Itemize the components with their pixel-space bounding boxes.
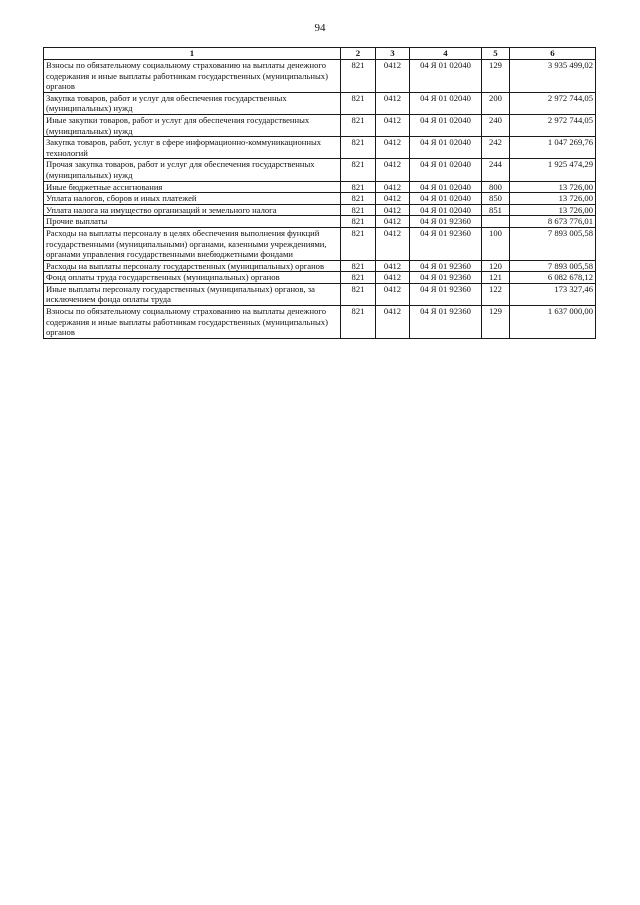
expense-name-cell: Фонд оплаты труда государственных (муниципальных) органов — [44, 272, 341, 284]
expense-type-cell: 850 — [482, 193, 510, 205]
column-header: 5 — [482, 48, 510, 60]
column-header: 2 — [341, 48, 376, 60]
target-article-cell: 04 Я 01 02040 — [410, 137, 482, 159]
target-article-cell: 04 Я 01 02040 — [410, 114, 482, 136]
budget-table — [43, 47, 596, 339]
amount-cell: 2 972 744,05 — [510, 114, 596, 136]
section-code-cell: 0412 — [376, 193, 410, 205]
column-header: 3 — [376, 48, 410, 60]
table-row — [44, 260, 596, 272]
table-row — [44, 283, 596, 305]
section-code-cell: 0412 — [376, 283, 410, 305]
column-header: 1 — [44, 48, 341, 60]
target-article-cell: 04 Я 01 92360 — [410, 260, 482, 272]
ministry-code-cell: 821 — [341, 114, 376, 136]
expense-type-cell: 244 — [482, 159, 510, 181]
expense-name-cell: Прочая закупка товаров, работ и услуг для обеспечения государственных (муниципальных) нужд — [44, 159, 341, 181]
expense-type-cell: 121 — [482, 272, 510, 284]
expense-name-cell: Прочие выплаты — [44, 216, 341, 228]
table-row — [44, 137, 596, 159]
table-row — [44, 181, 596, 193]
amount-cell: 2 972 744,05 — [510, 92, 596, 114]
ministry-code-cell: 821 — [341, 92, 376, 114]
expense-name-cell: Закупка товаров, работ, услуг в сфере информационно-коммуникационных технологий — [44, 137, 341, 159]
section-code-cell: 0412 — [376, 306, 410, 339]
amount-cell: 13 726,00 — [510, 181, 596, 193]
ministry-code-cell: 821 — [341, 216, 376, 228]
section-code-cell: 0412 — [376, 181, 410, 193]
amount-cell: 173 327,46 — [510, 283, 596, 305]
ministry-code-cell: 821 — [341, 137, 376, 159]
expense-name-cell: Иные бюджетные ассигнования — [44, 181, 341, 193]
table-row — [44, 272, 596, 284]
expense-name-cell: Уплата налога на имущество организаций и земельного налога — [44, 204, 341, 216]
expense-name-cell: Расходы на выплаты персоналу государственных (муниципальных) органов — [44, 260, 341, 272]
column-header: 6 — [510, 48, 596, 60]
amount-cell: 7 893 005,58 — [510, 260, 596, 272]
amount-cell: 8 673 776,01 — [510, 216, 596, 228]
amount-cell: 6 082 678,12 — [510, 272, 596, 284]
expense-type-cell: 240 — [482, 114, 510, 136]
target-article-cell: 04 Я 01 02040 — [410, 60, 482, 93]
ministry-code-cell: 821 — [341, 227, 376, 260]
amount-cell: 1 925 474,29 — [510, 159, 596, 181]
ministry-code-cell: 821 — [341, 159, 376, 181]
amount-cell: 13 726,00 — [510, 193, 596, 205]
section-code-cell: 0412 — [376, 114, 410, 136]
ministry-code-cell: 821 — [341, 181, 376, 193]
table-row — [44, 306, 596, 339]
table-row — [44, 114, 596, 136]
expense-type-cell: 122 — [482, 283, 510, 305]
expense-type-cell: 100 — [482, 227, 510, 260]
section-code-cell: 0412 — [376, 260, 410, 272]
expense-type-cell: 851 — [482, 204, 510, 216]
table-header-row — [44, 48, 596, 60]
target-article-cell: 04 Я 01 92360 — [410, 306, 482, 339]
section-code-cell: 0412 — [376, 137, 410, 159]
expense-name-cell: Взносы по обязательному социальному страхованию на выплаты денежного содержания и иные выплаты работникам государственных (муниципальных) органов — [44, 60, 341, 93]
expense-type-cell: 129 — [482, 306, 510, 339]
expense-type-cell: 800 — [482, 181, 510, 193]
section-code-cell: 0412 — [376, 60, 410, 93]
amount-cell: 13 726,00 — [510, 204, 596, 216]
table-row — [44, 193, 596, 205]
table-row — [44, 159, 596, 181]
expense-name-cell: Закупка товаров, работ и услуг для обеспечения государственных (муниципальных) нужд — [44, 92, 341, 114]
ministry-code-cell: 821 — [341, 283, 376, 305]
table-row — [44, 92, 596, 114]
section-code-cell: 0412 — [376, 92, 410, 114]
target-article-cell: 04 Я 01 02040 — [410, 181, 482, 193]
expense-type-cell: 200 — [482, 92, 510, 114]
ministry-code-cell: 821 — [341, 60, 376, 93]
column-header: 4 — [410, 48, 482, 60]
expense-type-cell: 242 — [482, 137, 510, 159]
table-row — [44, 204, 596, 216]
expense-name-cell: Взносы по обязательному социальному страхованию на выплаты денежного содержания и иные выплаты работникам государственных (муниципальных) органов — [44, 306, 341, 339]
section-code-cell: 0412 — [376, 227, 410, 260]
target-article-cell: 04 Я 01 92360 — [410, 216, 482, 228]
expense-type-cell: 129 — [482, 60, 510, 93]
amount-cell: 1 047 269,76 — [510, 137, 596, 159]
table-row — [44, 227, 596, 260]
target-article-cell: 04 Я 01 02040 — [410, 193, 482, 205]
table-row — [44, 60, 596, 93]
ministry-code-cell: 821 — [341, 193, 376, 205]
expense-name-cell: Уплата налогов, сборов и иных платежей — [44, 193, 341, 205]
section-code-cell: 0412 — [376, 204, 410, 216]
table-row — [44, 216, 596, 228]
expense-type-cell: 120 — [482, 260, 510, 272]
table-body — [44, 60, 596, 339]
section-code-cell: 0412 — [376, 216, 410, 228]
amount-cell: 1 637 000,00 — [510, 306, 596, 339]
target-article-cell: 04 Я 01 92360 — [410, 227, 482, 260]
target-article-cell: 04 Я 01 02040 — [410, 159, 482, 181]
expense-name-cell: Расходы на выплаты персоналу в целях обеспечения выполнения функций государственными (муниципальными) органами, казенными учреждениями, органами управления государственными внебюджетными фондами — [44, 227, 341, 260]
ministry-code-cell: 821 — [341, 272, 376, 284]
amount-cell: 3 935 499,02 — [510, 60, 596, 93]
ministry-code-cell: 821 — [341, 260, 376, 272]
expense-name-cell: Иные закупки товаров, работ и услуг для обеспечения государственных (муниципальных) нужд — [44, 114, 341, 136]
target-article-cell: 04 Я 01 02040 — [410, 204, 482, 216]
ministry-code-cell: 821 — [341, 204, 376, 216]
expense-name-cell: Иные выплаты персоналу государственных (муниципальных) органов, за исключением фонда оплаты труда — [44, 283, 341, 305]
page-number: 94 — [314, 22, 326, 34]
target-article-cell: 04 Я 01 92360 — [410, 272, 482, 284]
ministry-code-cell: 821 — [341, 306, 376, 339]
target-article-cell: 04 Я 01 02040 — [410, 92, 482, 114]
expense-type-cell — [482, 216, 510, 228]
target-article-cell: 04 Я 01 92360 — [410, 283, 482, 305]
section-code-cell: 0412 — [376, 159, 410, 181]
section-code-cell: 0412 — [376, 272, 410, 284]
amount-cell: 7 893 005,58 — [510, 227, 596, 260]
